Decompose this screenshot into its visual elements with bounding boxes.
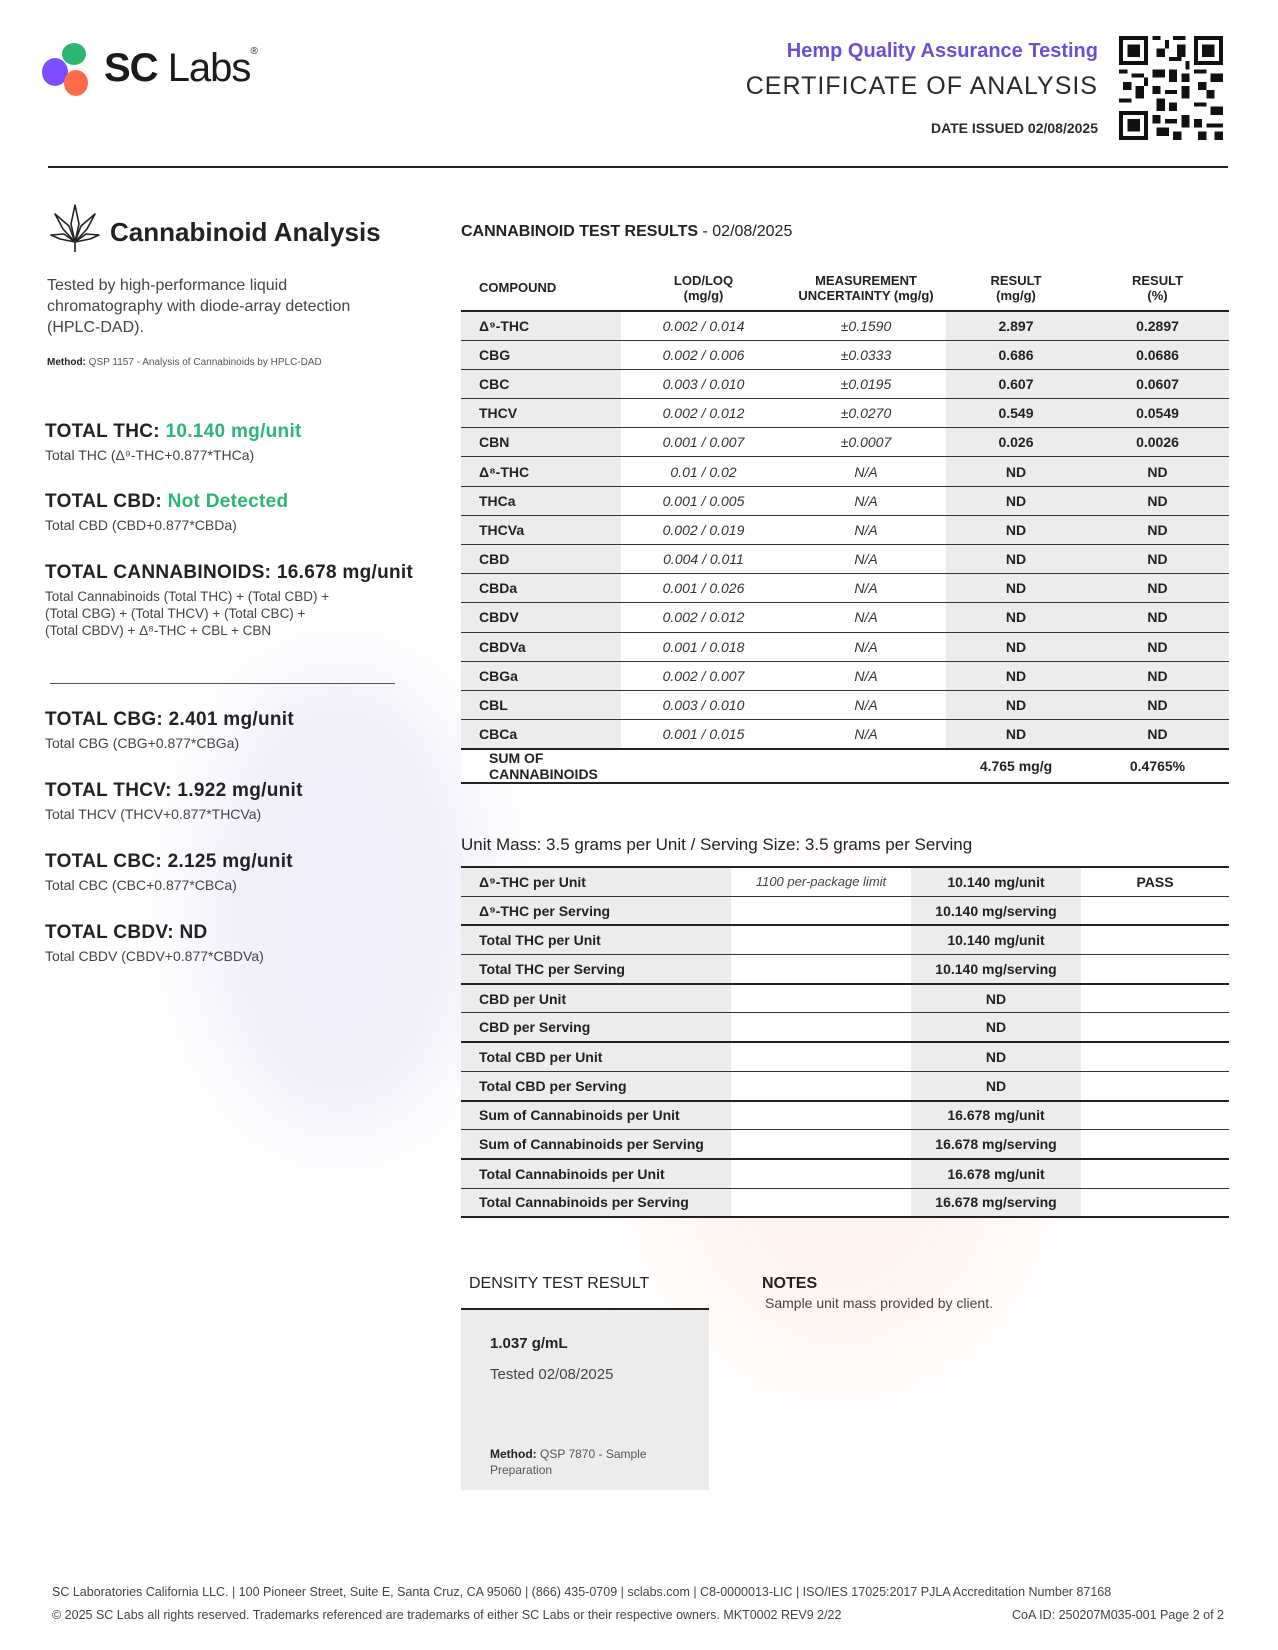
table-row	[461, 867, 1229, 896]
compound-cell: CBG	[461, 340, 621, 369]
compound-cell: CBD	[461, 545, 621, 574]
result-pct-cell: 0.0549	[1086, 399, 1229, 428]
status-cell	[1081, 955, 1229, 984]
table-row	[461, 603, 1229, 632]
result-pct-cell: ND	[1086, 574, 1229, 603]
result-mg-cell: 0.607	[946, 369, 1086, 398]
lod-loq-cell: 0.01 / 0.02	[621, 457, 786, 486]
compound-cell: Δ⁸-THC	[461, 457, 621, 486]
value-cell: ND	[911, 1042, 1081, 1071]
status-cell	[1081, 1188, 1229, 1217]
value-cell: 10.140 mg/serving	[911, 896, 1081, 925]
limit-cell	[731, 925, 911, 954]
uncertainty-cell: N/A	[786, 661, 946, 690]
status-cell	[1081, 925, 1229, 954]
table-row	[461, 984, 1229, 1013]
result-mg-cell: 0.026	[946, 428, 1086, 457]
limit-cell	[731, 1101, 911, 1130]
value-cell: 16.678 mg/serving	[911, 1130, 1081, 1159]
table-row	[461, 661, 1229, 690]
lod-loq-cell: 0.002 / 0.007	[621, 661, 786, 690]
col-result-mg: RESULT (mg/g)	[990, 272, 1042, 303]
table-row	[461, 925, 1229, 954]
result-pct-cell: ND	[1086, 720, 1229, 749]
header-divider	[48, 166, 1228, 168]
value-cell: 10.140 mg/unit	[911, 867, 1081, 896]
value-cell: ND	[911, 1013, 1081, 1042]
notes-title: NOTES	[762, 1275, 818, 1292]
total-thcv: TOTAL THCV: 1.922 mg/unit Total THCV (THCV+0.877*THCVa)	[45, 780, 303, 822]
result-pct-cell: ND	[1086, 545, 1229, 574]
col-uncertainty: MEASUREMENT UNCERTAINTY (mg/g)	[798, 272, 934, 303]
result-pct-cell: ND	[1086, 603, 1229, 632]
table-row	[461, 690, 1229, 719]
result-mg-cell: ND	[946, 457, 1086, 486]
value-cell: 10.140 mg/unit	[911, 925, 1081, 954]
metric-cell: Δ⁹-THC per Serving	[461, 896, 731, 925]
date-issued: DATE ISSUED 02/08/2025	[930, 120, 1098, 136]
cannabinoid-results-table	[461, 265, 1229, 784]
result-pct-cell: ND	[1086, 632, 1229, 661]
total-cbd: TOTAL CBD: Not Detected Total CBD (CBD+0.877*CBDa)	[45, 491, 289, 533]
density-title: DENSITY TEST RESULT	[469, 1275, 650, 1292]
compound-cell: CBDa	[461, 574, 621, 603]
limit-cell	[731, 1159, 911, 1188]
notes-text: Sample unit mass provided by client.	[765, 1295, 993, 1311]
footer-copyright: © 2025 SC Labs all rights reserved. Trademarks referenced are trademarks of either SC Labs or their respective owners. MKT0002 REV9 2/22	[52, 1608, 842, 1622]
lod-loq-cell: 0.001 / 0.007	[621, 428, 786, 457]
table-row	[461, 1159, 1229, 1188]
analysis-description: Tested by high-performance liquid chromatography with diode-array detection (HPLC-DAD).	[47, 277, 351, 336]
table-row	[461, 955, 1229, 984]
value-cell: 16.678 mg/unit	[911, 1101, 1081, 1130]
metric-cell: Total Cannabinoids per Serving	[461, 1188, 731, 1217]
sum-cell: 0.4765%	[1086, 749, 1229, 783]
cannabinoid-analysis-title: Cannabinoid Analysis	[110, 217, 381, 247]
lod-loq-cell: 0.001 / 0.026	[621, 574, 786, 603]
header-title: CERTIFICATE OF ANALYSIS	[745, 72, 1098, 100]
footer-coa-id: CoA ID: 250207M035-001 Page 2 of 2	[1012, 1608, 1224, 1622]
result-mg-cell: ND	[946, 574, 1086, 603]
lod-loq-cell: 0.001 / 0.018	[621, 632, 786, 661]
lod-loq-cell: 0.003 / 0.010	[621, 369, 786, 398]
table-row	[461, 1071, 1229, 1100]
left-divider	[50, 683, 395, 684]
compound-cell: CBDVa	[461, 632, 621, 661]
total-cbdv: TOTAL CBDV: ND Total CBDV (CBDV+0.877*CBDVa)	[45, 922, 264, 964]
result-mg-cell: 0.549	[946, 399, 1086, 428]
table-row	[461, 1130, 1229, 1159]
limit-cell	[731, 1188, 911, 1217]
result-mg-cell: ND	[946, 603, 1086, 632]
metric-cell: Δ⁹-THC per Unit	[461, 867, 731, 896]
uncertainty-cell: N/A	[786, 720, 946, 749]
sum-cell	[621, 749, 786, 783]
col-result-pct: RESULT (%)	[1131, 272, 1184, 303]
uncertainty-cell: N/A	[786, 603, 946, 632]
uncertainty-cell: N/A	[786, 632, 946, 661]
value-cell: 16.678 mg/serving	[911, 1188, 1081, 1217]
table-row	[461, 1042, 1229, 1071]
compound-cell: CBL	[461, 690, 621, 719]
table-row	[461, 896, 1229, 925]
uncertainty-cell: ±0.0270	[786, 399, 946, 428]
table-row	[461, 1013, 1229, 1042]
limit-cell	[731, 1013, 911, 1042]
result-pct-cell: 0.2897	[1086, 311, 1229, 340]
sum-row	[461, 749, 1229, 783]
method-value: QSP 1157 - Analysis of Cannabinoids by HPLC-DAD	[88, 357, 322, 368]
lod-loq-cell: 0.001 / 0.015	[621, 720, 786, 749]
limit-cell	[731, 1042, 911, 1071]
total-cannabinoids: TOTAL CANNABINOIDS: 16.678 mg/unit Total Cannabinoids (Total THC) + (Total CBD) + (Total CBG) + (Total THCV) + (Total CBC) + (Total CBDV) + Δ⁸-THC + CBL + CBN	[45, 562, 414, 638]
result-mg-cell: ND	[946, 720, 1086, 749]
lod-loq-cell: 0.002 / 0.019	[621, 515, 786, 544]
method-label: Method:	[47, 357, 86, 368]
table-row	[461, 399, 1229, 428]
limit-cell	[731, 896, 911, 925]
compound-cell: CBN	[461, 428, 621, 457]
metric-cell: Total THC per Unit	[461, 925, 731, 954]
lod-loq-cell: 0.002 / 0.006	[621, 340, 786, 369]
value-cell: 16.678 mg/unit	[911, 1159, 1081, 1188]
limit-cell	[731, 1071, 911, 1100]
sum-cell: SUM OF CANNABINOIDS	[461, 749, 621, 783]
footer-address: SC Laboratories California LLC. | 100 Pioneer Street, Suite E, Santa Cruz, CA 95060 | (866) 435-0709 | sclabs.com | C8-0000013-LIC | ISO/IES 17025:2017 PJLA Accreditation Number 87168	[52, 1585, 1112, 1599]
value-cell: 10.140 mg/serving	[911, 955, 1081, 984]
table-row	[461, 515, 1229, 544]
table-row	[461, 1101, 1229, 1130]
result-pct-cell: ND	[1086, 457, 1229, 486]
logo-wordmark: SC Labs®	[104, 46, 257, 90]
results-title: CANNABINOID TEST RESULTS - 02/08/2025	[461, 223, 793, 240]
total-cbc: TOTAL CBC: 2.125 mg/unit Total CBC (CBC+0.877*CBCa)	[45, 851, 293, 893]
header-subtitle: Hemp Quality Assurance Testing	[786, 40, 1098, 62]
compound-cell: CBGa	[461, 661, 621, 690]
col-lod-loq: LOD/LOQ (mg/g)	[673, 272, 734, 303]
lod-loq-cell: 0.002 / 0.014	[621, 311, 786, 340]
uncertainty-cell: N/A	[786, 574, 946, 603]
density-tested-date: Tested 02/08/2025	[490, 1366, 614, 1383]
limit-cell	[731, 984, 911, 1013]
table-row	[461, 457, 1229, 486]
metric-cell: CBD per Unit	[461, 984, 731, 1013]
compound-cell: THCVa	[461, 515, 621, 544]
result-pct-cell: 0.0026	[1086, 428, 1229, 457]
uncertainty-cell: N/A	[786, 545, 946, 574]
status-cell	[1081, 1159, 1229, 1188]
status-cell	[1081, 1101, 1229, 1130]
result-mg-cell: ND	[946, 515, 1086, 544]
limit-cell	[731, 955, 911, 984]
status-cell	[1081, 1042, 1229, 1071]
col-compound: COMPOUND	[479, 280, 557, 295]
metric-cell: Sum of Cannabinoids per Serving	[461, 1130, 731, 1159]
result-pct-cell: ND	[1086, 486, 1229, 515]
uncertainty-cell: ±0.0195	[786, 369, 946, 398]
table-row	[461, 311, 1229, 340]
result-pct-cell: 0.0607	[1086, 369, 1229, 398]
sum-cell	[786, 749, 946, 783]
density-method: Method: QSP 7870 - Sample Preparation	[490, 1447, 647, 1477]
total-thc: TOTAL THC: 10.140 mg/unit Total THC (Δ⁹-THC+0.877*THCa)	[45, 421, 302, 463]
status-cell	[1081, 896, 1229, 925]
result-mg-cell: ND	[946, 486, 1086, 515]
compound-cell: CBDV	[461, 603, 621, 632]
table-row	[461, 632, 1229, 661]
compound-cell: THCV	[461, 399, 621, 428]
compound-cell: CBCa	[461, 720, 621, 749]
lod-loq-cell: 0.003 / 0.010	[621, 690, 786, 719]
table-row	[461, 369, 1229, 398]
table-row	[461, 1188, 1229, 1217]
uncertainty-cell: N/A	[786, 486, 946, 515]
result-pct-cell: ND	[1086, 515, 1229, 544]
lod-loq-cell: 0.004 / 0.011	[621, 545, 786, 574]
table-row	[461, 428, 1229, 457]
status-cell: PASS	[1081, 867, 1229, 896]
metric-cell: Total CBD per Unit	[461, 1042, 731, 1071]
status-cell	[1081, 1071, 1229, 1100]
density-value: 1.037 g/mL	[490, 1335, 568, 1352]
cannabis-leaf-icon	[50, 202, 100, 254]
qr-code-icon[interactable]	[1118, 36, 1224, 140]
compound-cell: THCa	[461, 486, 621, 515]
lod-loq-cell: 0.001 / 0.005	[621, 486, 786, 515]
metric-cell: Total Cannabinoids per Unit	[461, 1159, 731, 1188]
uncertainty-cell: ±0.0007	[786, 428, 946, 457]
result-pct-cell: 0.0686	[1086, 340, 1229, 369]
result-mg-cell: 0.686	[946, 340, 1086, 369]
result-pct-cell: ND	[1086, 690, 1229, 719]
result-mg-cell: ND	[946, 661, 1086, 690]
unit-mass-title: Unit Mass: 3.5 grams per Unit / Serving Size: 3.5 grams per Serving	[461, 835, 973, 854]
total-cbg: TOTAL CBG: 2.401 mg/unit Total CBG (CBG+0.877*CBGa)	[45, 709, 294, 751]
result-mg-cell: ND	[946, 545, 1086, 574]
table-row	[461, 486, 1229, 515]
status-cell	[1081, 984, 1229, 1013]
lod-loq-cell: 0.002 / 0.012	[621, 399, 786, 428]
sum-cell: 4.765 mg/g	[946, 749, 1086, 783]
result-mg-cell: ND	[946, 690, 1086, 719]
result-mg-cell: 2.897	[946, 311, 1086, 340]
uncertainty-cell: N/A	[786, 457, 946, 486]
table-row	[461, 574, 1229, 603]
result-mg-cell: ND	[946, 632, 1086, 661]
uncertainty-cell: N/A	[786, 515, 946, 544]
value-cell: ND	[911, 1071, 1081, 1100]
lod-loq-cell: 0.002 / 0.012	[621, 603, 786, 632]
result-pct-cell: ND	[1086, 661, 1229, 690]
metric-cell: Total THC per Serving	[461, 955, 731, 984]
compound-cell: Δ⁹-THC	[461, 311, 621, 340]
uncertainty-cell: ±0.0333	[786, 340, 946, 369]
unit-results-table	[461, 866, 1229, 1218]
uncertainty-cell: N/A	[786, 690, 946, 719]
logo-dots-icon	[40, 40, 96, 100]
table-row	[461, 340, 1229, 369]
limit-cell: 1100 per-package limit	[731, 867, 911, 896]
uncertainty-cell: ±0.1590	[786, 311, 946, 340]
limit-cell	[731, 1130, 911, 1159]
metric-cell: CBD per Serving	[461, 1013, 731, 1042]
metric-cell: Sum of Cannabinoids per Unit	[461, 1101, 731, 1130]
value-cell: ND	[911, 984, 1081, 1013]
table-row	[461, 720, 1229, 749]
analysis-method	[47, 357, 322, 368]
compound-cell: CBC	[461, 369, 621, 398]
table-row	[461, 545, 1229, 574]
sc-labs-logo	[40, 40, 280, 100]
status-cell	[1081, 1130, 1229, 1159]
metric-cell: Total CBD per Serving	[461, 1071, 731, 1100]
status-cell	[1081, 1013, 1229, 1042]
